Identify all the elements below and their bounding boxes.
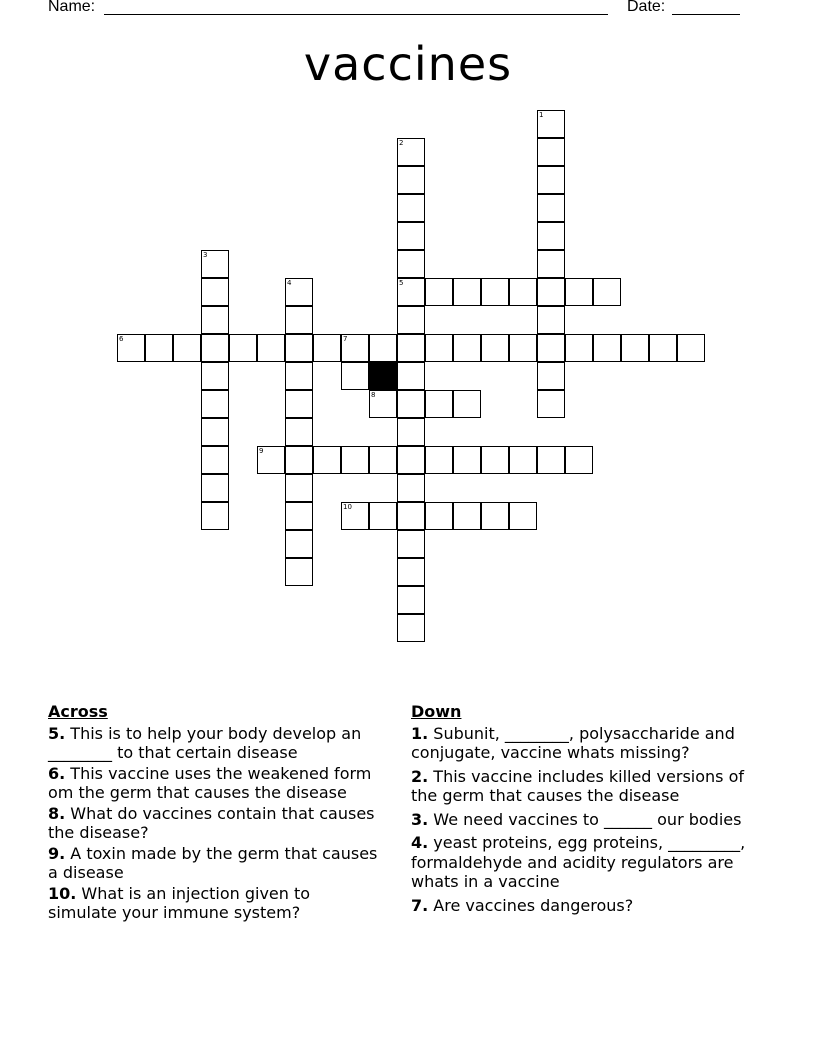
crossword-cell[interactable] [285,306,313,334]
crossword-cell[interactable] [397,502,425,530]
crossword-cell[interactable] [201,306,229,334]
crossword-cell[interactable] [285,418,313,446]
crossword-cell[interactable] [593,278,621,306]
crossword-cell[interactable] [397,614,425,642]
crossword-cell[interactable] [453,334,481,362]
cell-clue-number: 7 [343,335,348,343]
puzzle-title: vaccines [303,37,513,91]
crossword-cell[interactable] [201,474,229,502]
crossword-cell[interactable] [257,446,285,474]
cell-clue-number: 5 [399,279,404,287]
crossword-cell[interactable] [285,530,313,558]
crossword-cell[interactable] [537,334,565,362]
down-clue-list [411,724,771,916]
crossword-cell[interactable] [537,446,565,474]
clue-text: This is to help your body develop an ________ to that certain disease [48,723,362,762]
across-clue-5 [48,724,378,763]
crossword-cell[interactable] [369,446,397,474]
across-clue-10 [48,884,378,923]
crossword-cell[interactable] [341,334,369,362]
crossword-cell[interactable] [173,334,201,362]
crossword-cell[interactable] [565,334,593,362]
crossword-cell[interactable] [257,334,285,362]
crossword-cell[interactable] [369,390,397,418]
crossword-cell[interactable] [537,110,565,138]
crossword-cell[interactable] [397,586,425,614]
crossword-cell[interactable] [425,334,453,362]
crossword-cell[interactable] [201,278,229,306]
clue-text: We need vaccines to ______ our bodies [428,809,742,829]
crossword-cell[interactable] [285,502,313,530]
crossword-cell[interactable] [425,278,453,306]
crossword-cell[interactable] [397,418,425,446]
clue-number: 8. [48,803,66,823]
crossword-cell[interactable] [537,166,565,194]
crossword-cell[interactable] [229,334,257,362]
crossword-cell[interactable] [369,334,397,362]
crossword-cell[interactable] [677,334,705,362]
crossword-cell[interactable] [397,138,425,166]
crossword-cell[interactable] [453,390,481,418]
down-clue-1 [411,724,771,763]
crossword-cell[interactable] [201,418,229,446]
crossword-cell[interactable] [397,530,425,558]
crossword-cell[interactable] [481,502,509,530]
clue-number: 7. [411,895,429,915]
crossword-cell[interactable] [397,306,425,334]
name-label: Name: [48,0,96,15]
cell-clue-number: 9 [259,447,264,455]
down-clue-2 [411,767,771,806]
crossword-cell[interactable] [117,334,145,362]
crossword-cell[interactable] [285,474,313,502]
crossword-cell[interactable] [565,446,593,474]
crossword-cell[interactable] [285,362,313,390]
down-clue-7 [411,896,771,916]
crossword-cell[interactable] [425,502,453,530]
cell-clue-number: 4 [287,279,292,287]
crossword-cell[interactable] [397,446,425,474]
crossword-cell[interactable] [537,306,565,334]
crossword-cell[interactable] [397,222,425,250]
black-square [369,362,397,390]
crossword-cell[interactable] [537,390,565,418]
across-clue-9 [48,844,378,883]
across-clue-list [48,724,378,923]
cell-clue-number: 6 [119,335,124,343]
across-clue-8 [48,804,378,843]
crossword-cell[interactable] [509,446,537,474]
crossword-cell[interactable] [369,502,397,530]
down-heading: Down [411,702,462,721]
clue-number: 4. [411,833,429,852]
cell-clue-number: 1 [539,111,544,119]
across-clue-6 [48,764,378,803]
crossword-cell[interactable] [397,278,425,306]
crossword-cell[interactable] [341,446,369,474]
crossword-cell[interactable] [285,558,313,586]
cell-clue-number: 8 [371,391,376,399]
crossword-cell[interactable] [649,334,677,362]
crossword-cell[interactable] [313,446,341,474]
crossword-cell[interactable] [397,390,425,418]
crossword-cell[interactable] [537,138,565,166]
down-clue-4 [411,833,771,892]
crossword-cell[interactable] [397,250,425,278]
clue-number: 10. [48,883,77,903]
clue-number: 2. [411,766,429,786]
clue-number: 3. [411,809,429,829]
crossword-cell[interactable] [565,278,593,306]
crossword-cell[interactable] [481,334,509,362]
crossword-cell[interactable] [285,390,313,418]
crossword-cell[interactable] [397,474,425,502]
crossword-cell[interactable] [425,390,453,418]
clue-text: What do vaccines contain that causes the disease? [48,803,375,842]
cell-clue-number: 3 [203,251,208,259]
clue-text: yeast proteins, egg proteins, _________, formaldehyde and acidity regulators are whats in a vaccine [411,833,746,891]
crossword-cell[interactable] [313,334,341,362]
crossword-cell[interactable] [453,446,481,474]
cell-clue-number: 2 [399,139,404,147]
crossword-cell[interactable] [481,446,509,474]
crossword-cell[interactable] [201,362,229,390]
clue-number: 6. [48,763,66,783]
clue-text: A toxin made by the germ that causes a disease [48,843,378,882]
crossword-cell[interactable] [537,194,565,222]
crossword-cell[interactable] [201,446,229,474]
clue-number: 1. [411,723,429,743]
crossword-cell[interactable] [397,166,425,194]
clue-text: What is an injection given to simulate your immune system? [48,883,311,922]
crossword-cell[interactable] [397,362,425,390]
crossword-cell[interactable] [201,334,229,362]
cell-clue-number: 10 [343,503,352,511]
crossword-cell[interactable] [341,362,369,390]
clue-number: 9. [48,843,66,863]
crossword-cell[interactable] [453,278,481,306]
crossword-cell[interactable] [201,250,229,278]
crossword-cell[interactable] [285,278,313,306]
crossword-cell[interactable] [201,502,229,530]
crossword-cell[interactable] [537,362,565,390]
crossword-cell[interactable] [481,278,509,306]
crossword-cell[interactable] [341,502,369,530]
down-clue-3 [411,810,771,830]
across-clues [48,702,378,924]
crossword-cell[interactable] [425,446,453,474]
clue-number: 5. [48,723,66,743]
crossword-cell[interactable] [621,334,649,362]
crossword-cell[interactable] [453,502,481,530]
crossword-cell[interactable] [509,278,537,306]
crossword-cell[interactable] [509,334,537,362]
crossword-cell[interactable] [537,278,565,306]
crossword-cell[interactable] [593,334,621,362]
crossword-cell[interactable] [397,558,425,586]
crossword-cell[interactable] [285,334,313,362]
clue-text: This vaccine uses the weakened form om the germ that causes the disease [48,763,372,802]
crossword-cell[interactable] [397,334,425,362]
crossword-cell[interactable] [509,502,537,530]
across-heading: Across [48,702,108,721]
date-label: Date: [627,0,666,15]
clue-text: Are vaccines dangerous? [428,895,634,915]
crossword-cell[interactable] [285,446,313,474]
crossword-cell[interactable] [397,194,425,222]
crossword-cell[interactable] [145,334,173,362]
crossword-cell[interactable] [537,222,565,250]
crossword-cell[interactable] [201,390,229,418]
crossword-cell[interactable] [537,250,565,278]
down-clues [411,702,771,919]
clue-text: Subunit, ________, polysaccharide and conjugate, vaccine whats missing? [411,723,735,762]
clue-text: This vaccine includes killed versions of the germ that causes the disease [411,766,744,805]
